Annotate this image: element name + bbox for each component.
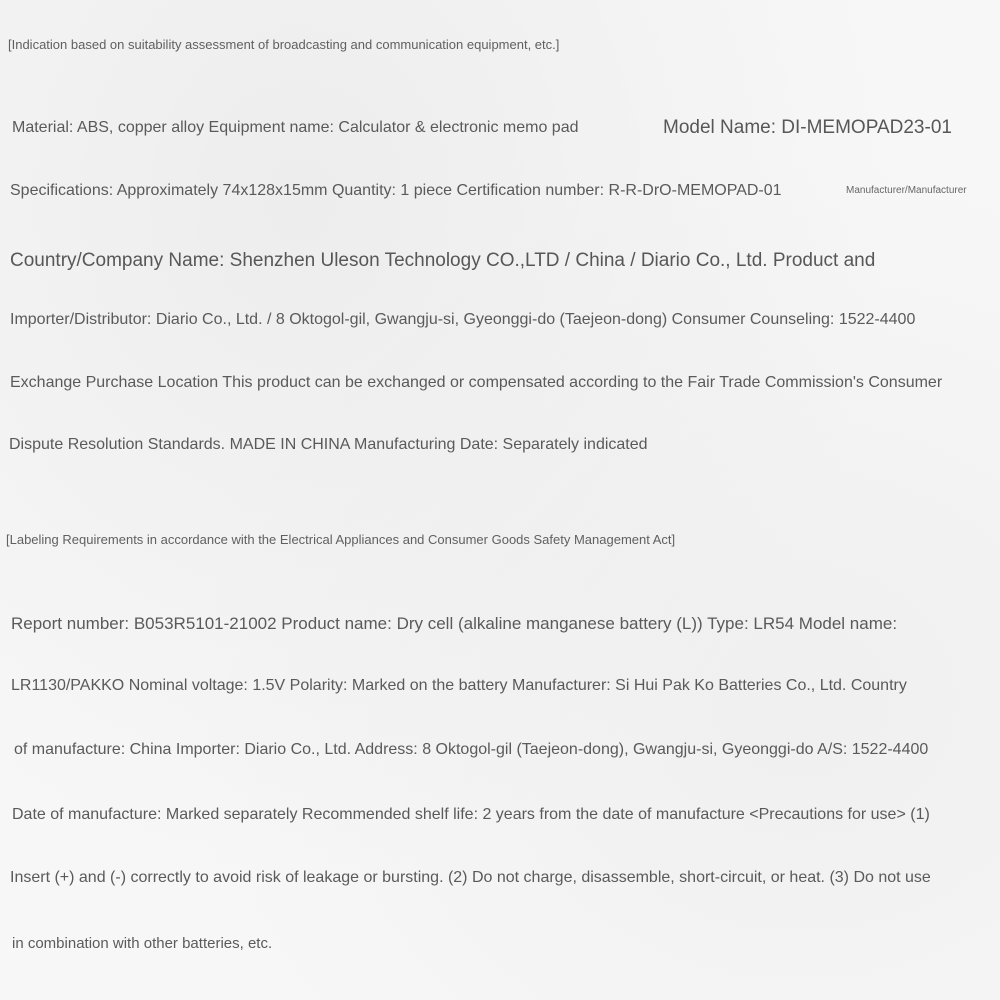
exchange-line: Exchange Purchase Location This product can be exchanged or compensated according to the Fair Trade Commission's Consumer (10, 374, 943, 391)
battery-line-2: LR1130/PAKKO Nominal voltage: 1.5V Polarity: Marked on the battery Manufacturer: Si Hui Pak Ko Batteries Co., Ltd. Country (11, 677, 907, 694)
battery-line-5: Insert (+) and (-) correctly to avoid risk of leakage or bursting. (2) Do not charge, disassemble, short-circuit, or heat. (3) Do not use (10, 869, 931, 886)
model-name: Model Name: DI-MEMOPAD23-01 (663, 117, 952, 138)
battery-line-4: Date of manufacture: Marked separately Recommended shelf life: 2 years from the date of manufacture <Precautions for use> (1) (12, 806, 930, 823)
manufacturer-label: Manufacturer/Manufacturer (846, 185, 967, 196)
material-line: Material: ABS, copper alloy Equipment name: Calculator & electronic memo pad (12, 119, 579, 136)
battery-line-1: Report number: B053R5101-21002 Product name: Dry cell (alkaline manganese battery (L)) Type: LR54 Model name: (11, 614, 898, 633)
dispute-line: Dispute Resolution Standards. MADE IN CHINA Manufacturing Date: Separately indicated (9, 436, 648, 453)
specs-line: Specifications: Approximately 74x128x15mm Quantity: 1 piece Certification number: R-R-DrO-MEMOPAD-01 (10, 182, 782, 199)
battery-line-6: in combination with other batteries, etc. (12, 935, 273, 952)
battery-line-3: of manufacture: China Importer: Diario Co., Ltd. Address: 8 Oktogol-gil (Taejeon-dong), Gwangju-si, Gyeonggi-do A/S: 1522-4400 (14, 741, 929, 758)
section1-header: [Indication based on suitability assessment of broadcasting and communication equipment, etc.] (8, 37, 560, 52)
section2-header: [Labeling Requirements in accordance with the Electrical Appliances and Consumer Goods Safety Management Act] (6, 532, 676, 547)
country-line: Country/Company Name: Shenzhen Uleson Technology CO.,LTD / China / Diario Co., Ltd. Product and (10, 250, 876, 271)
importer-line: Importer/Distributor: Diario Co., Ltd. / 8 Oktogol-gil, Gwangju-si, Gyeonggi-do (Taejeon-dong) Consumer Counseling: 1522-4400 (10, 311, 916, 328)
